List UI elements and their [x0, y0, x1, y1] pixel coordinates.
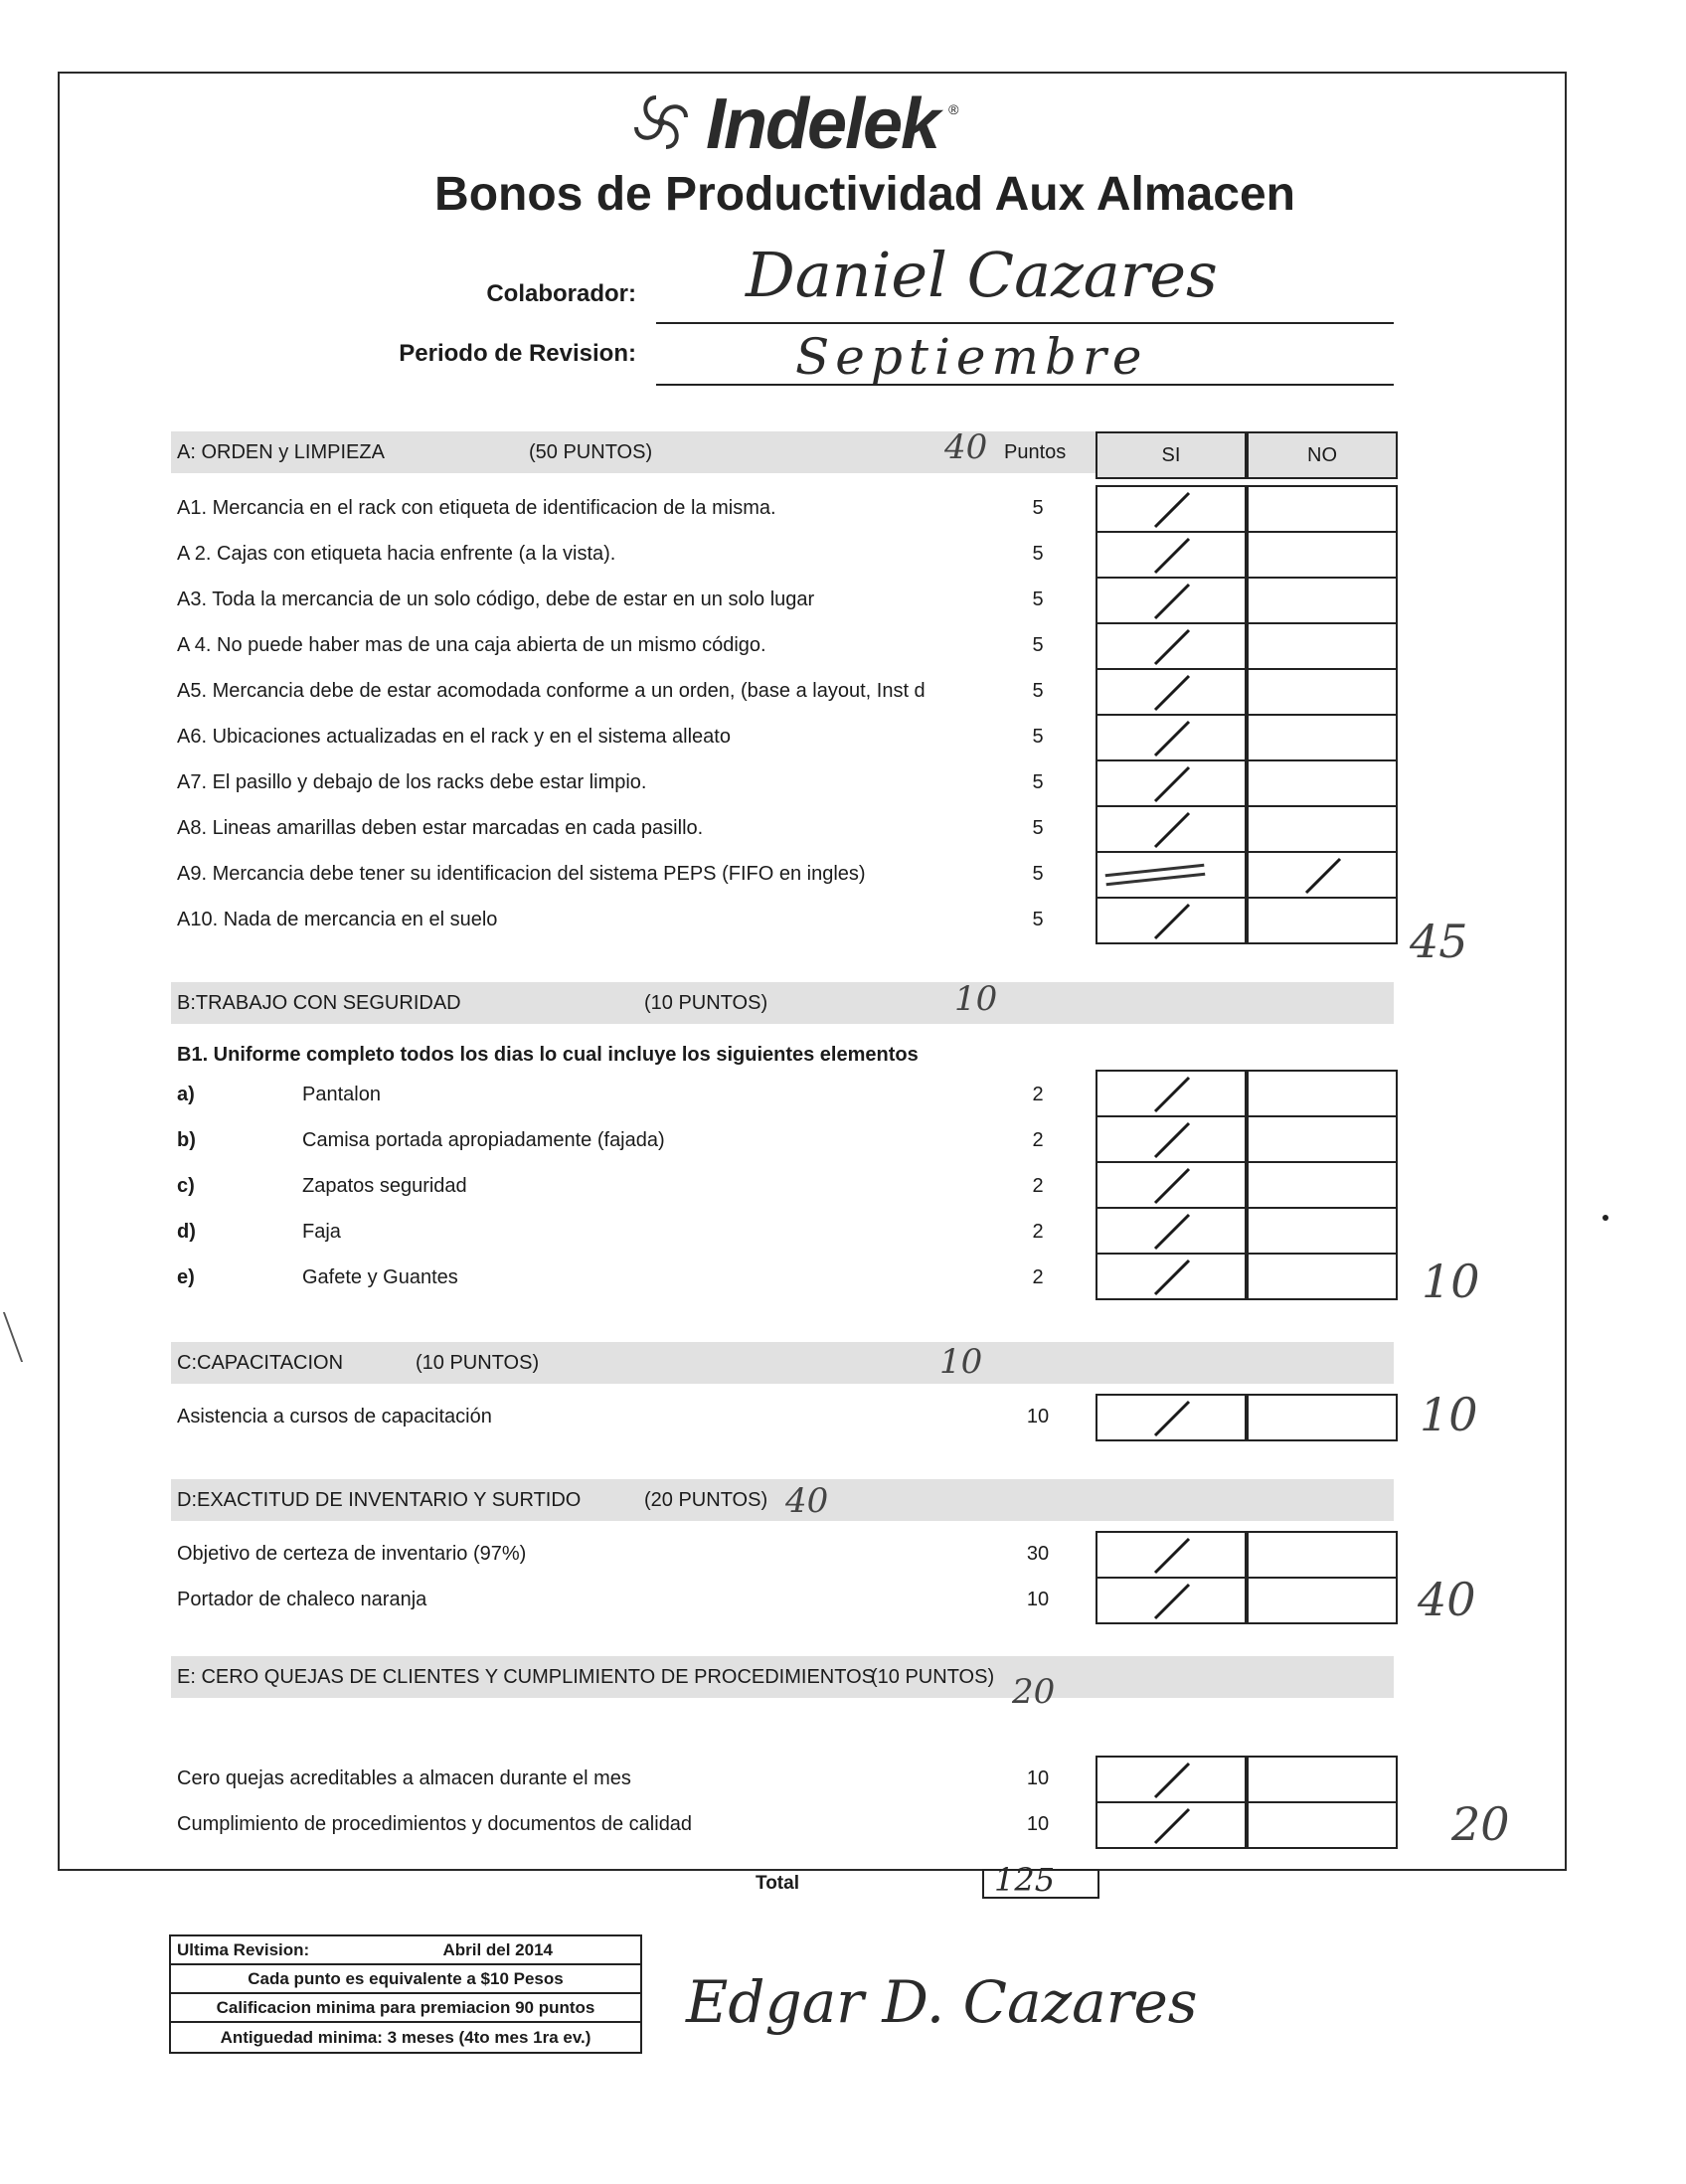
revision-box — [169, 1934, 642, 2054]
form-title: Bonos de Productividad Aux Almacen — [434, 168, 1295, 221]
item-label: Asistencia a cursos de capacitación — [177, 1406, 492, 1428]
checkmark-icon — [1143, 1117, 1203, 1161]
checkmark-icon — [1143, 716, 1203, 759]
section-title: C:CAPACITACION — [177, 1352, 344, 1374]
points-column-header: Puntos — [1004, 441, 1067, 463]
section-points-label: (10 PUNTOS) — [416, 1352, 540, 1374]
collaborator-line — [656, 322, 1394, 324]
item-points: 5 — [1032, 588, 1044, 610]
item-label: Cero quejas acreditables a almacen durante el mes — [177, 1767, 631, 1789]
item-points: 5 — [1032, 863, 1044, 885]
item-points: 5 — [1032, 680, 1044, 702]
section-points-label: (10 PUNTOS) — [644, 992, 768, 1014]
registered-icon: ® — [948, 101, 959, 117]
item-points: 5 — [1032, 726, 1044, 748]
item-letter: b) — [177, 1129, 196, 1151]
no-checkbox[interactable] — [1247, 1115, 1398, 1163]
checkmark-icon — [1294, 853, 1354, 897]
item-label: Camisa portada apropiadamente (fajada) — [302, 1129, 665, 1151]
no-checkbox[interactable] — [1247, 897, 1398, 944]
collaborator-value: Daniel Cazares — [746, 239, 1218, 311]
period-value: Septiembre — [795, 328, 1148, 386]
item-points: 5 — [1032, 817, 1044, 839]
item-points: 2 — [1032, 1221, 1044, 1243]
minimum-score-row: Calificacion minima para premiacion 90 puntos — [171, 1994, 640, 2023]
checkmark-icon — [1143, 899, 1203, 942]
checkmark-icon — [1143, 1396, 1203, 1439]
revision-date: Abril del 2014 — [442, 1939, 553, 1959]
no-checkbox[interactable] — [1247, 668, 1398, 716]
item-label: Pantalon — [302, 1084, 381, 1105]
checkmark-icon — [1143, 1255, 1203, 1298]
item-label: A 2. Cajas con etiqueta hacia enfrente (a la vista). — [177, 543, 616, 565]
item-letter: a) — [177, 1084, 195, 1105]
no-checkbox[interactable] — [1247, 531, 1398, 579]
no-checkbox[interactable] — [1247, 485, 1398, 533]
no-checkbox[interactable] — [1247, 805, 1398, 853]
no-checkbox[interactable] — [1247, 1253, 1398, 1300]
no-checkbox[interactable] — [1247, 1161, 1398, 1209]
collaborator-label: Colaborador: — [486, 280, 636, 307]
item-points: 10 — [1026, 1589, 1050, 1610]
total-label: Total — [756, 1873, 799, 1894]
seniority-row: Antiguedad minima: 3 meses (4to mes 1ra ev.) — [220, 2027, 591, 2047]
item-label: Portador de chaleco naranja — [177, 1589, 427, 1610]
no-checkbox[interactable] — [1247, 714, 1398, 761]
checkmark-icon — [1143, 1072, 1203, 1115]
no-checkbox[interactable] — [1247, 759, 1398, 807]
no-checkbox[interactable] — [1247, 1577, 1398, 1624]
section-handwritten-score: 10 — [954, 979, 998, 1019]
checkmark-icon — [1143, 670, 1203, 714]
section-title: B:TRABAJO CON SEGURIDAD — [177, 992, 461, 1014]
section-side-total: 45 — [1410, 915, 1468, 968]
section-points-label: (10 PUNTOS) — [871, 1666, 995, 1688]
no-checkbox[interactable] — [1247, 1070, 1398, 1117]
swirl-logo-icon — [626, 87, 696, 162]
checkmark-icon — [1143, 533, 1203, 577]
no-checkbox[interactable] — [1247, 1756, 1398, 1803]
item-label: Faja — [302, 1221, 341, 1243]
checkmark-icon — [1143, 1533, 1203, 1577]
si-column-header: SI — [1096, 431, 1247, 479]
scan-mark — [3, 1312, 53, 1362]
section-points-label: (20 PUNTOS) — [644, 1489, 768, 1511]
item-points: 5 — [1032, 497, 1044, 519]
item-points: 5 — [1032, 771, 1044, 793]
item-points: 2 — [1032, 1266, 1044, 1288]
item-points: 2 — [1032, 1084, 1044, 1105]
period-line — [656, 384, 1394, 386]
point-value-row: Cada punto es equivalente a $10 Pesos — [171, 1965, 640, 1994]
section-intro: B1. Uniforme completo todos los dias lo cual incluye los siguientes elementos — [177, 1044, 919, 1066]
item-label: A5. Mercancia debe de estar acomodada conforme a un orden, (base a layout, Inst d — [177, 680, 926, 702]
item-points: 10 — [1026, 1406, 1050, 1428]
item-points: 10 — [1026, 1767, 1050, 1789]
section-title: D:EXACTITUD DE INVENTARIO Y SURTIDO — [177, 1489, 582, 1511]
revision-row — [171, 1936, 640, 1965]
signature: Edgar D. Cazares — [686, 1968, 1198, 2036]
scan-dot — [1602, 1215, 1608, 1221]
item-label: A7. El pasillo y debajo de los racks debe estar limpio. — [177, 771, 647, 793]
checkmark-icon — [1143, 807, 1203, 851]
no-checkbox[interactable] — [1247, 1801, 1398, 1849]
section-handwritten-score: 40 — [785, 1481, 829, 1521]
section-points-label: (50 PUNTOS) — [529, 441, 653, 463]
section-side-total: 10 — [1420, 1388, 1478, 1441]
item-label: A 4. No puede haber mas de una caja abierta de un mismo código. — [177, 634, 766, 656]
item-points: 5 — [1032, 634, 1044, 656]
item-label: Objetivo de certeza de inventario (97%) — [177, 1543, 527, 1565]
section-side-total: 10 — [1422, 1255, 1480, 1308]
item-label: Gafete y Guantes — [302, 1266, 458, 1288]
item-letter: d) — [177, 1221, 196, 1243]
checkmark-icon — [1143, 1209, 1203, 1253]
item-points: 2 — [1032, 1175, 1044, 1197]
checkmark-icon — [1143, 1803, 1203, 1847]
item-label: Zapatos seguridad — [302, 1175, 467, 1197]
no-checkbox[interactable] — [1247, 1394, 1398, 1441]
item-letter: e) — [177, 1266, 195, 1288]
section-side-total: 20 — [1451, 1797, 1510, 1851]
checkmark-icon — [1143, 1163, 1203, 1207]
section-handwritten-score: 40 — [944, 427, 988, 467]
section-title: E: CERO QUEJAS DE CLIENTES Y CUMPLIMIENTO DE PROCEDIMIENTOS — [177, 1666, 875, 1688]
item-label: A10. Nada de mercancia en el suelo — [177, 909, 498, 930]
checkmark-icon — [1143, 487, 1203, 531]
no-checkbox[interactable] — [1247, 577, 1398, 624]
section-header-bar — [171, 1342, 1394, 1384]
item-letter: c) — [177, 1175, 195, 1197]
item-points: 10 — [1026, 1813, 1050, 1835]
period-label: Periodo de Revision: — [399, 340, 636, 367]
item-points: 2 — [1032, 1129, 1044, 1151]
item-label: A6. Ubicaciones actualizadas en el rack y en el sistema alleato — [177, 726, 731, 748]
item-label: A3. Toda la mercancia de un solo código, debe de estar en un solo lugar — [177, 588, 815, 610]
item-points: 5 — [1032, 909, 1044, 930]
item-label: A1. Mercancia en el rack con etiqueta de identificacion de la misma. — [177, 497, 776, 519]
checkmark-icon — [1143, 761, 1203, 805]
item-label: A8. Lineas amarillas deben estar marcadas en cada pasillo. — [177, 817, 704, 839]
no-checkbox[interactable] — [1247, 622, 1398, 670]
item-label: Cumplimiento de procedimientos y documentos de calidad — [177, 1813, 693, 1835]
section-handwritten-score: 10 — [939, 1342, 983, 1382]
company-logo — [626, 80, 958, 169]
revision-label: Ultima Revision: — [177, 1939, 310, 1959]
section-title: A: ORDEN y LIMPIEZA — [177, 441, 385, 463]
checkmark-icon — [1143, 1579, 1203, 1622]
no-column-header: NO — [1247, 431, 1398, 479]
checkmark-icon — [1143, 1758, 1203, 1801]
item-points: 30 — [1026, 1543, 1050, 1565]
section-side-total: 40 — [1418, 1573, 1476, 1626]
no-checkbox[interactable] — [1247, 1531, 1398, 1579]
total-value: 125 — [994, 1861, 1056, 1899]
checkmark-icon — [1143, 579, 1203, 622]
item-label: A9. Mercancia debe tener su identificacion del sistema PEPS (FIFO en ingles) — [177, 863, 866, 885]
item-points: 5 — [1032, 543, 1044, 565]
logo-wordmark: Indelek — [706, 84, 939, 164]
checkmark-icon — [1143, 624, 1203, 668]
no-checkbox[interactable] — [1247, 1207, 1398, 1255]
section-handwritten-score: 20 — [1012, 1672, 1056, 1712]
